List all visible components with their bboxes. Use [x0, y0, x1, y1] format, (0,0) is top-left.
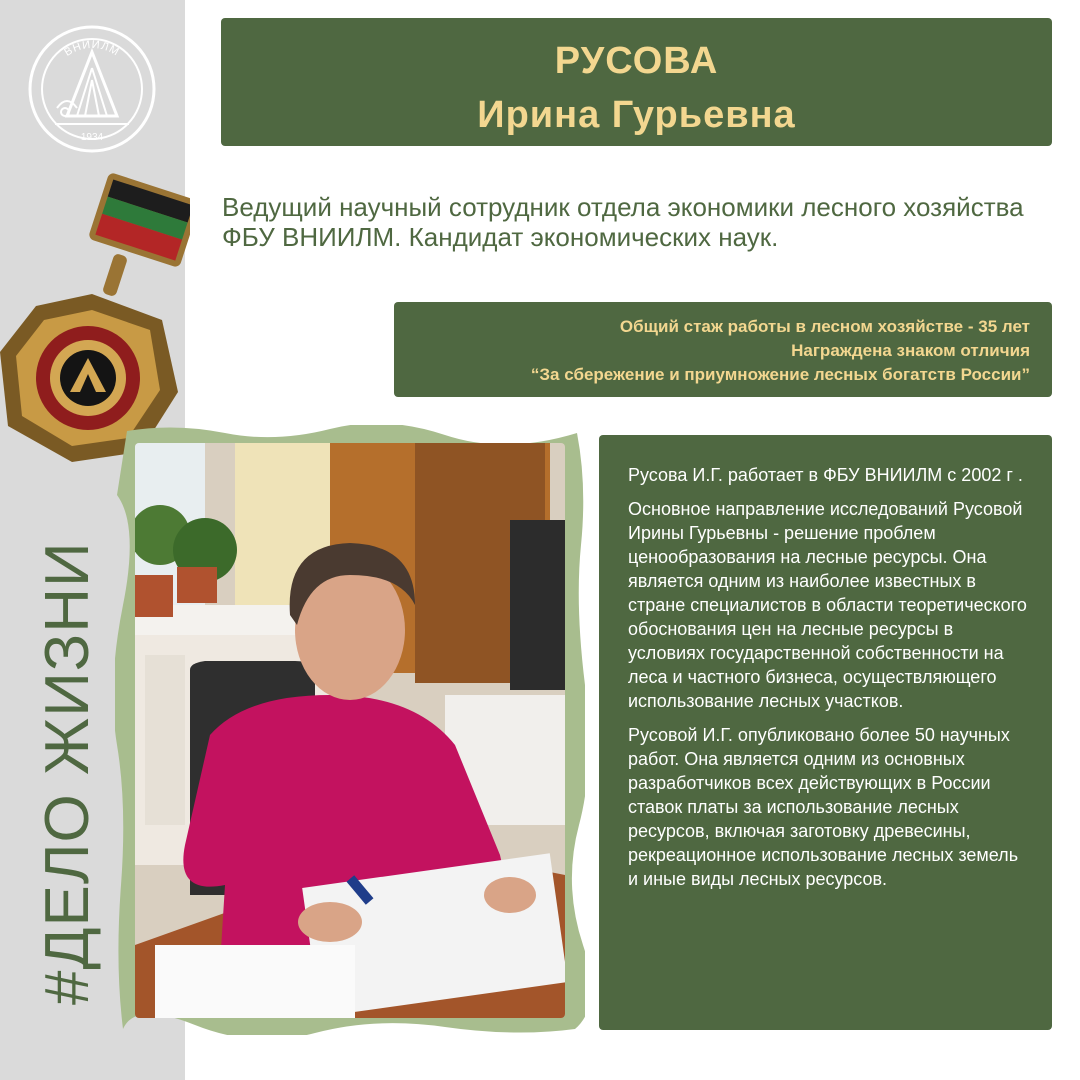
experience-line: Общий стаж работы в лесном хозяйстве - 35 лет — [619, 317, 1030, 336]
position-description: Ведущий научный сотрудник отдела экономики лесного хозяйства ФБУ ВНИИЛМ. Кандидат экономических наук. — [222, 192, 1024, 252]
biography-text — [628, 463, 1033, 901]
logo-year: 1934 — [80, 132, 104, 143]
bio-paragraph-employment: Русова И.Г. работает в ФБУ ВНИИЛМ с 2002 г . — [628, 465, 1023, 485]
hashtag-title: #ДЕЛО ЖИЗНИ — [33, 541, 102, 1005]
bio-paragraph-publications: Русовой И.Г. опубликовано более 50 научных работ. Она является одним из основных разработчиков всех действующих в России ставок платы за использование лесных ресурсов, включая заготовку древесины, рекреационное использование лесных земель и иные виды лесных ресурсов. — [628, 725, 1019, 889]
biography-panel — [599, 435, 1052, 1030]
bio-paragraph-research: Основное направление исследований Русовой Ирины Гурьевны - решение проблем ценообразования на лесные ресурсы. Она является одним из наиболее известных в стране специалистов в области теоретического обоснования цен на лесные ресурсы в условиях государственной собственности на леса и частного бизнеса, осуществляющего использование лесных участков. — [628, 499, 1027, 711]
given-name: Ирина Гурьевна — [477, 94, 796, 136]
award-name-line: “За сбережение и приумножение лесных богатств России” — [530, 365, 1030, 384]
award-line: Награждена знаком отличия — [791, 341, 1030, 360]
experience-banner — [394, 302, 1052, 397]
vniilm-logo — [27, 24, 157, 154]
portrait-photo — [115, 425, 585, 1035]
surname: РУСОВА — [554, 40, 719, 82]
logo-top-text: ВНИИЛМ — [62, 38, 122, 59]
name-banner — [221, 18, 1052, 146]
